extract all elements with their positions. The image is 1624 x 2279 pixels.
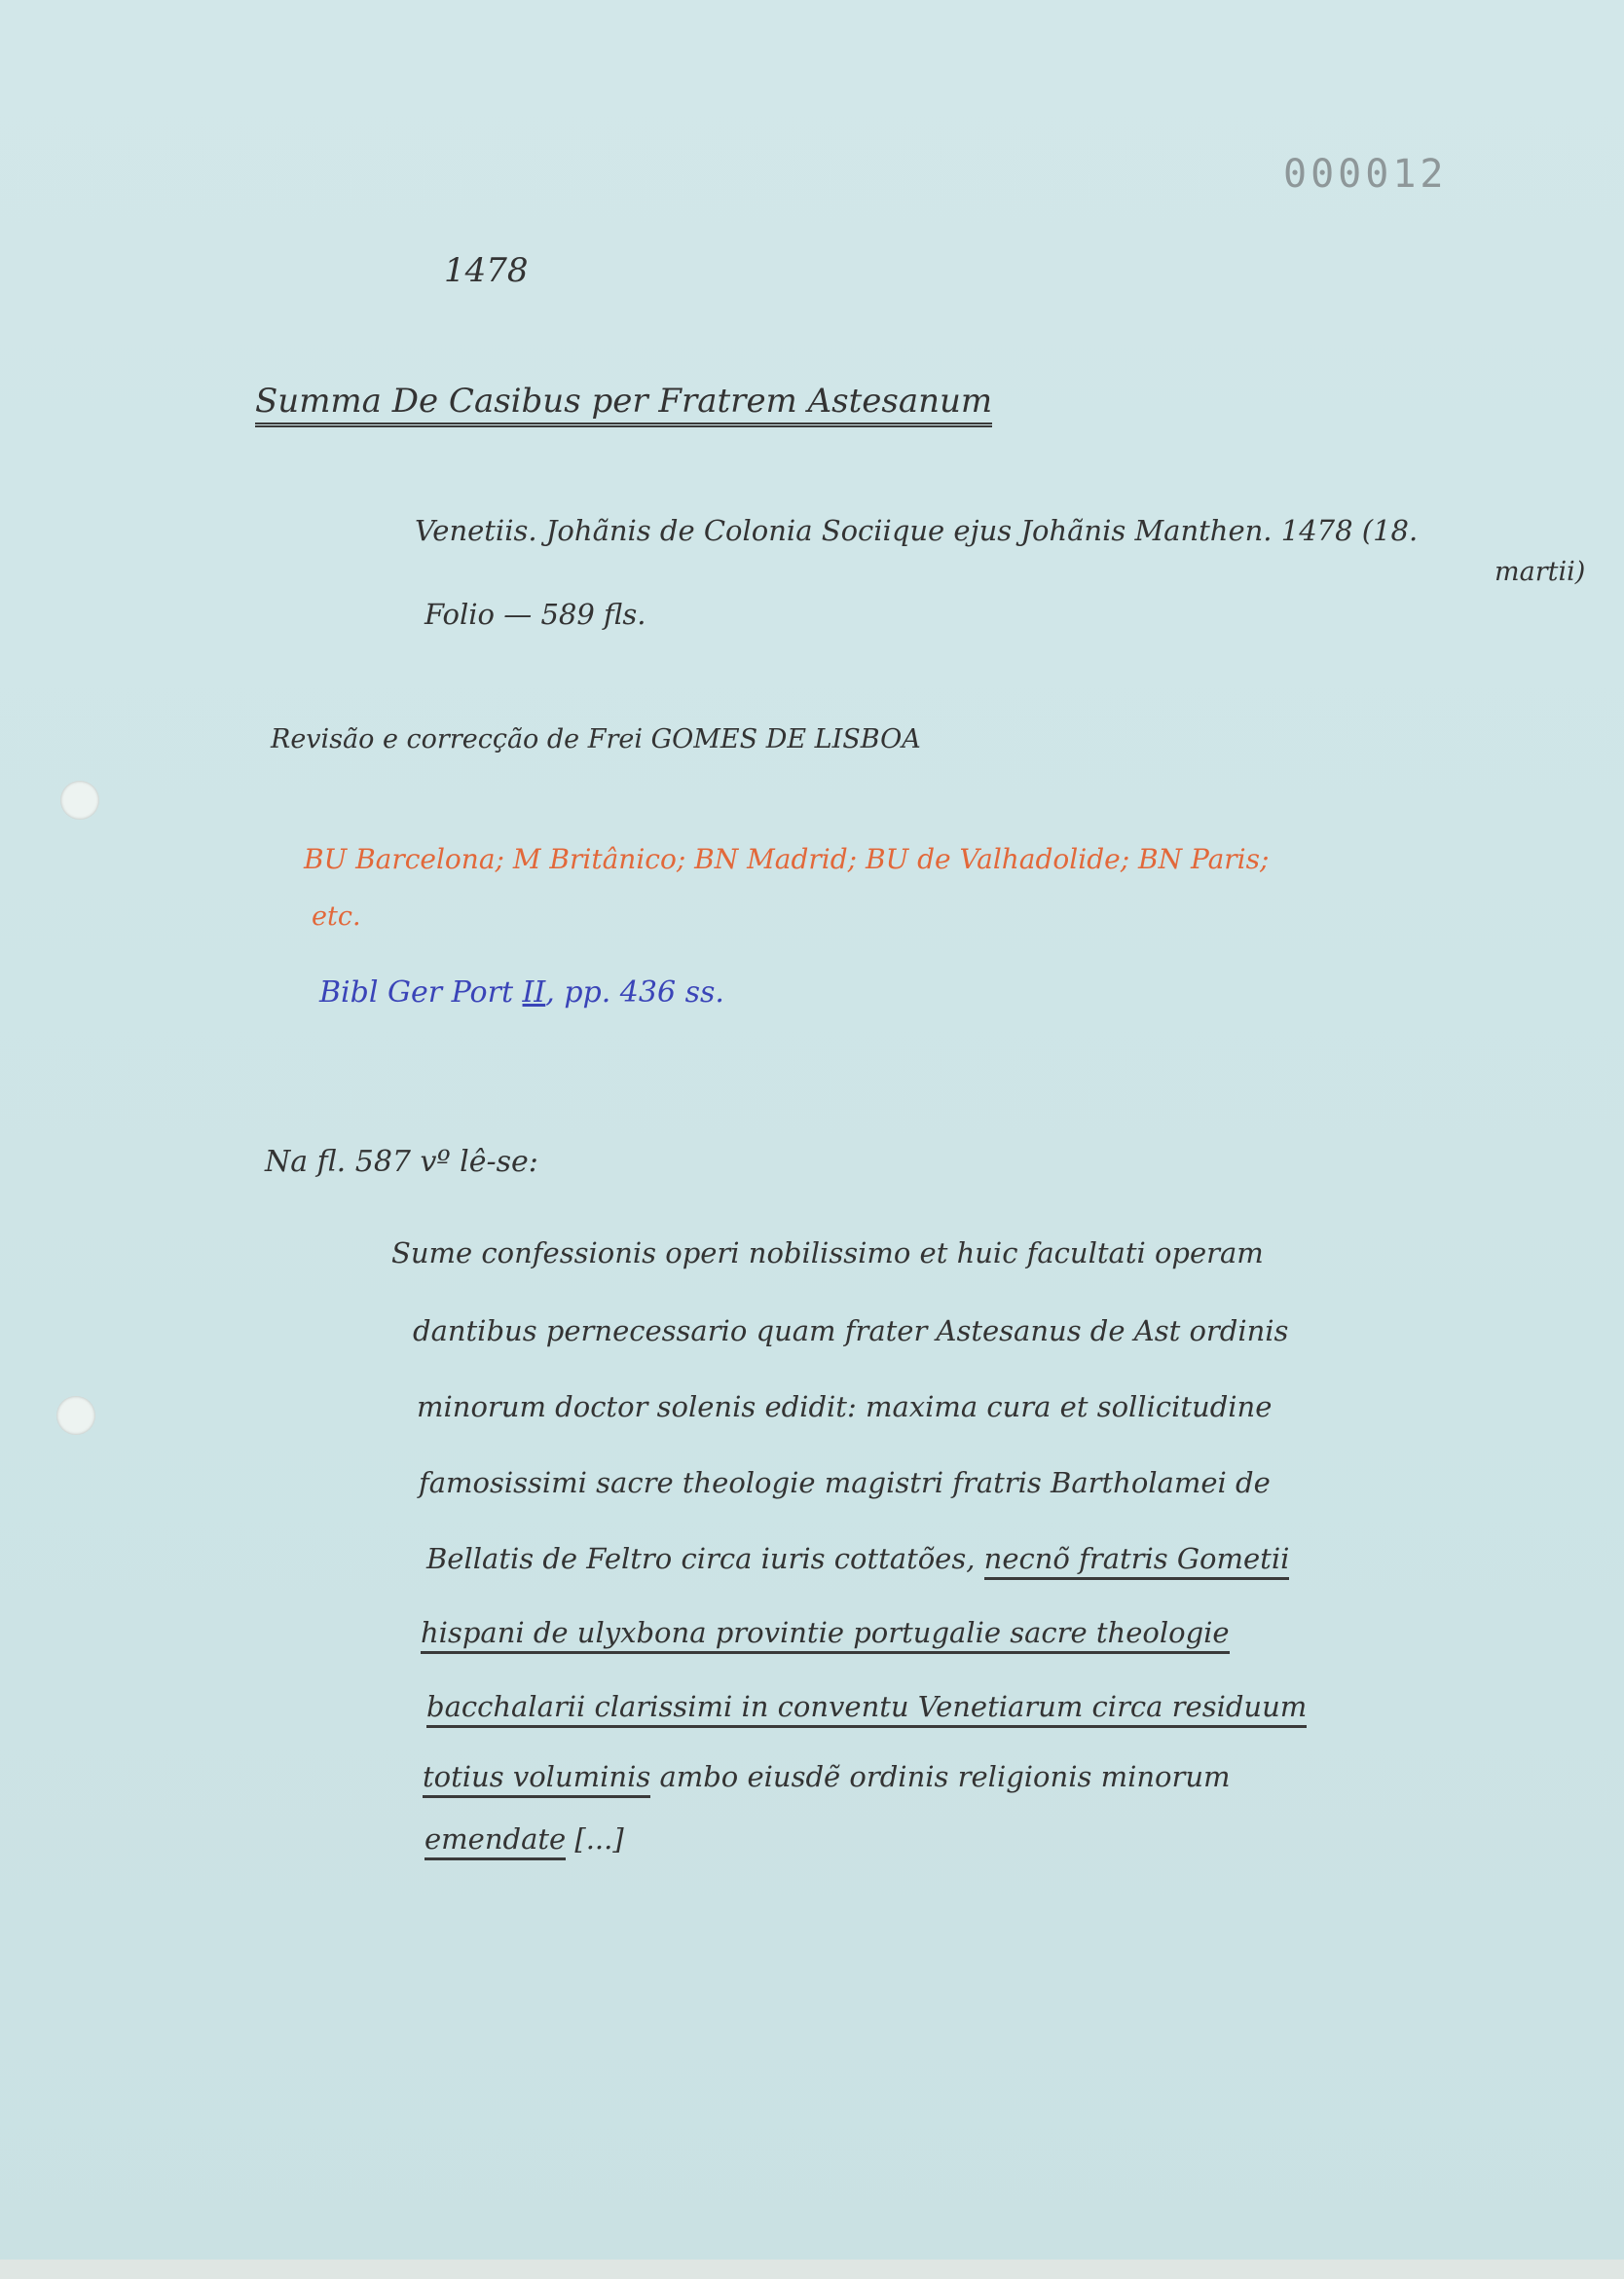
punch-hole-bottom <box>56 1396 95 1435</box>
quote-underlined-segment: bacchalarii clarissimi in conventu Venetiarum circa residuum <box>426 1690 1307 1728</box>
bibliography-reference <box>319 975 724 1010</box>
book-title: Summa De Casibus per Fratrem Astesanum <box>255 382 992 427</box>
bibliography-pages: , pp. 436 ss. <box>545 975 724 1010</box>
year-heading: 1478 <box>444 251 529 290</box>
library-holdings: BU Barcelona; M Britânico; BN Madrid; BU de Valhadolide; BN Paris; <box>304 843 1270 875</box>
quote-segment: [...] <box>574 1822 624 1856</box>
quote-segment: ambo eiusdẽ ordinis religionis minorum <box>659 1760 1231 1793</box>
quote-line: famosissimi sacre theologie magistri fratris Bartholamei de <box>419 1466 1271 1499</box>
quote-line: dantibus pernecessario quam frater Astesanus de Ast ordinis <box>413 1314 1289 1347</box>
quote-underlined-segment: necnõ fratris Gometii <box>984 1542 1290 1580</box>
quote-line <box>426 1690 1307 1723</box>
format-folios: Folio — 589 fls. <box>424 598 646 631</box>
imprint-line: Venetiis. Johãnis de Colonia Sociique ejus Johãnis Manthen. 1478 (18. <box>415 514 1419 547</box>
quote-segment: Bellatis de Feltro circa iuris cottatões, <box>426 1542 976 1575</box>
quote-line: minorum doctor solenis edidit: maxima cura et sollicitudine <box>417 1390 1273 1423</box>
library-holdings-etc: etc. <box>312 901 361 932</box>
quote-line <box>424 1822 624 1856</box>
bibliography-volume: II <box>522 975 546 1010</box>
scan-bottom-edge <box>0 2260 1624 2279</box>
imprint-date-continuation: martii) <box>1495 557 1586 587</box>
quote-line <box>423 1760 1231 1793</box>
punch-hole-top <box>60 781 99 820</box>
quote-underlined-segment: hispani de ulyxbona provintie portugalie sacre theologie <box>421 1616 1230 1654</box>
quote-line <box>426 1542 1289 1575</box>
quote-underlined-segment: emendate <box>424 1822 566 1860</box>
quote-line <box>421 1616 1230 1649</box>
quote-underlined-segment: totius voluminis <box>423 1760 650 1798</box>
bibliography-prefix: Bibl Ger Port <box>319 975 513 1010</box>
quote-line: Sume confessionis operi nobilissimo et huic facultati operam <box>391 1236 1264 1269</box>
revision-note: Revisão e correcção de Frei GOMES DE LISBOA <box>271 724 921 754</box>
page-number-stamp: 000012 <box>1283 152 1448 197</box>
colophon-intro: Na fl. 587 vº lê-se: <box>265 1145 538 1179</box>
